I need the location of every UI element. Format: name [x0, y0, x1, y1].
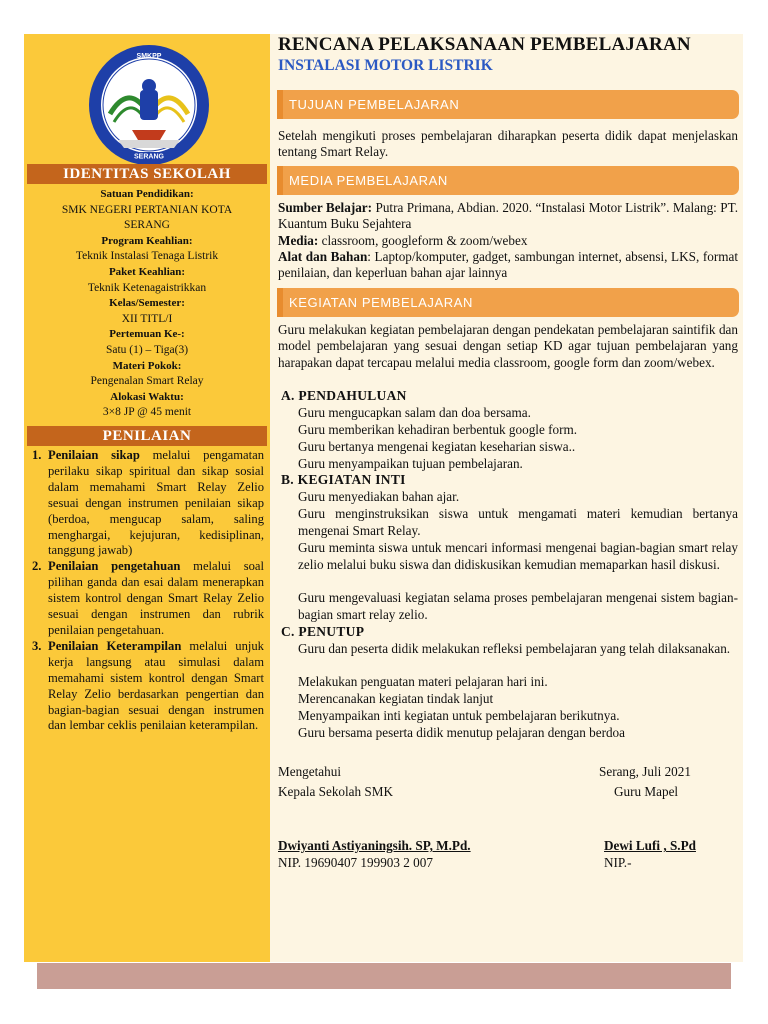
identity-block: [27, 187, 267, 421]
penilaian-item-number: 1.: [32, 448, 42, 462]
kelas-label: Kelas/Semester:: [109, 297, 185, 310]
satuan-value-line2: SERANG: [123, 219, 170, 232]
paket-value: Teknik Ketenagaistrikkan: [87, 281, 207, 294]
alokasi-label: Alokasi Waktu:: [110, 390, 184, 403]
kepala-sekolah-name: Dwiyanti Astiyaningsih. SP, M.Pd.: [278, 838, 471, 853]
satuan-label: Satuan Pendidikan:: [100, 188, 194, 200]
materi-value: Pengenalan Smart Relay: [90, 375, 204, 388]
identity-heading: IDENTITAS SEKOLAH: [27, 164, 267, 184]
program-label: Program Keahlian:: [101, 234, 193, 247]
page-title: RENCANA PELAKSANAAN PEMBELAJARAN: [278, 34, 691, 55]
pendahuluan-item: Guru bertanya mengenai kegiatan keseharian siswa..: [298, 439, 576, 454]
page-subtitle: INSTALASI MOTOR LISTRIK: [278, 57, 493, 74]
kegiatan-inti-item: Guru mengevaluasi kegiatan selama proses pembelajaran mengenai sistem bagian-bagian smart relay zelio.: [298, 590, 738, 622]
penutup-item: Merencanakan kegiatan tindak lanjut: [298, 691, 494, 706]
kegiatan-inti-item: Guru meminta siswa untuk mencari informasi mengenai bagian-bagian smart relay zelio melalui buku siswa dan didiskusikan kemudian memaparkan hasil diskusi.: [298, 540, 738, 572]
sumber-value: Putra Primana, Abdian. 2020. “Instalasi Motor Listrik”. Malang: PT. Kuantum Buku Sejahtera: [278, 200, 738, 232]
alat-label: Alat dan Bahan: [278, 248, 368, 264]
place-date: Serang, Juli 2021: [599, 764, 691, 779]
penilaian-item-title: Penilaian pengetahuan: [48, 559, 181, 574]
kegiatan-section-header: [277, 288, 739, 317]
penutup-title: C. PENUTUP: [281, 624, 365, 639]
program-value: Teknik Instalasi Tenaga Listrik: [75, 250, 219, 263]
media-line: [278, 233, 738, 249]
sumber-line: [278, 200, 738, 233]
kegiatan-intro: Guru melakukan kegiatan pembelajaran dengan pendekatan pembelajaran saintifik dan model pembelajaran yang sesuai dengan setiap KD agar tujuan pembelajaran yang harapakan dapat tercapau melalui media classroom, google form dan zoom/webex.: [278, 322, 738, 370]
media-label: Media:: [278, 232, 319, 248]
kelas-value: XII TITL/I: [121, 312, 173, 325]
satuan-value-line1: SMK NEGERI PERTANIAN KOTA: [61, 203, 233, 216]
penilaian-item-text: melalui soal pilihan ganda dan esai dalam menerapkan sistem kontrol dengan Smart Relay Zelio sesuai dengan instrumen dan rubrik penilaian pengetahuan.: [48, 559, 264, 637]
pendahuluan-item: Guru mengucapkan salam dan doa bersama.: [298, 405, 531, 420]
penilaian-item: [28, 639, 264, 734]
penilaian-heading: PENILAIAN: [27, 426, 267, 446]
alat-line: [278, 249, 738, 282]
penutup-item: Guru bersama peserta didik menutup pelajaran dengan berdoa: [298, 725, 625, 740]
pertemuan-label: Pertemuan Ke-:: [109, 328, 185, 341]
mengetahui-label: Mengetahui: [278, 764, 341, 779]
penilaian-item: [28, 559, 264, 639]
tujuan-heading: TUJUAN PEMBELAJARAN: [289, 97, 460, 112]
logo-top-text: SMKPP: [136, 53, 162, 60]
penilaian-item-number: 3.: [32, 638, 42, 653]
tujuan-text: Setelah mengikuti proses pembelajaran diharapkan peserta didik dapat menjelaskan tentang Smart Relay.: [278, 128, 738, 160]
alokasi-value: 3×8 JP @ 45 menit: [102, 406, 192, 419]
footer-bar: [37, 963, 731, 989]
pendahuluan-item: Guru menyampaikan tujuan pembelajaran.: [298, 456, 523, 471]
kegiatan-inti-item: Guru menyediakan bahan ajar.: [298, 489, 460, 504]
penilaian-item-title: Penilaian sikap: [48, 448, 140, 462]
school-logo: [88, 44, 210, 166]
paket-label: Paket Keahlian:: [108, 265, 186, 278]
pendahuluan-title: A. PENDAHULUAN: [281, 388, 407, 403]
materi-label: Materi Pokok:: [112, 359, 182, 372]
tujuan-section-header: [277, 90, 739, 119]
pendahuluan-item: Guru memberikan kehadiran berbentuk google form.: [298, 422, 578, 437]
penilaian-item-title: Penilaian Keterampilan: [48, 638, 182, 653]
penilaian-item: [28, 448, 264, 559]
logo-bottom-text: SERANG: [134, 153, 164, 161]
media-heading: MEDIA PEMBELAJARAN: [289, 173, 448, 188]
guru-nip: NIP.-: [604, 855, 632, 870]
kegiatan-heading: KEGIATAN PEMBELAJARAN: [289, 295, 474, 310]
kepala-sekolah-label: Kepala Sekolah SMK: [278, 784, 394, 799]
penilaian-item-number: 2.: [32, 559, 42, 574]
alat-value: : Laptop/komputer, gadget, sambungan internet, absensi, LKS, format penilaian, dan keperluan bahan ajar lainnya: [278, 248, 738, 281]
guru-mapel-label: Guru Mapel: [614, 784, 679, 799]
pertemuan-value: Satu (1) – Tiga(3): [105, 343, 189, 356]
penutup-item: Guru dan peserta didik melakukan refleksi pembelajaran yang telah dilaksanakan.: [298, 641, 731, 656]
kegiatan-inti-item: Guru menginstruksikan siswa untuk mengamati materi kemudian bertanya mengenai Smart Relay.: [298, 506, 738, 538]
guru-name: Dewi Lufi , S.Pd: [604, 838, 696, 853]
kepala-sekolah-nip: NIP. 19690407 199903 2 007: [278, 855, 433, 870]
media-value: classroom, googleform & zoom/webex: [318, 232, 528, 248]
kegiatan-inti-title: B. KEGIATAN INTI: [281, 472, 406, 487]
penutup-item: Melakukan penguatan materi pelajaran hari ini.: [298, 674, 548, 689]
penilaian-list: [28, 448, 264, 734]
penutup-item: Menyampaikan inti kegiatan untuk pembelajaran berikutnya.: [298, 708, 620, 723]
penilaian-item-text: melalui unjuk kerja langsung atau simulasi dalam memahami sistem kontrol dengan Smart Relay Zelio berdasarkan pengertian dan bagian-bagian sesuai dengan instrumen dan lembar ceklis penilaian keterampilan.: [48, 638, 264, 733]
sumber-label: Sumber Belajar:: [278, 200, 373, 215]
media-text: [278, 200, 738, 281]
penilaian-item-text: melalui pengamatan perilaku sikap spiritual dan sikap sosial dalam memahami Smart Relay Zelio sesuai dengan instrumen penilaian sikap (berdoa, mengucap salam, saling menghargai, kejujuran, kedisiplinan, tanggung jawab): [48, 448, 264, 558]
media-section-header: [277, 166, 739, 195]
